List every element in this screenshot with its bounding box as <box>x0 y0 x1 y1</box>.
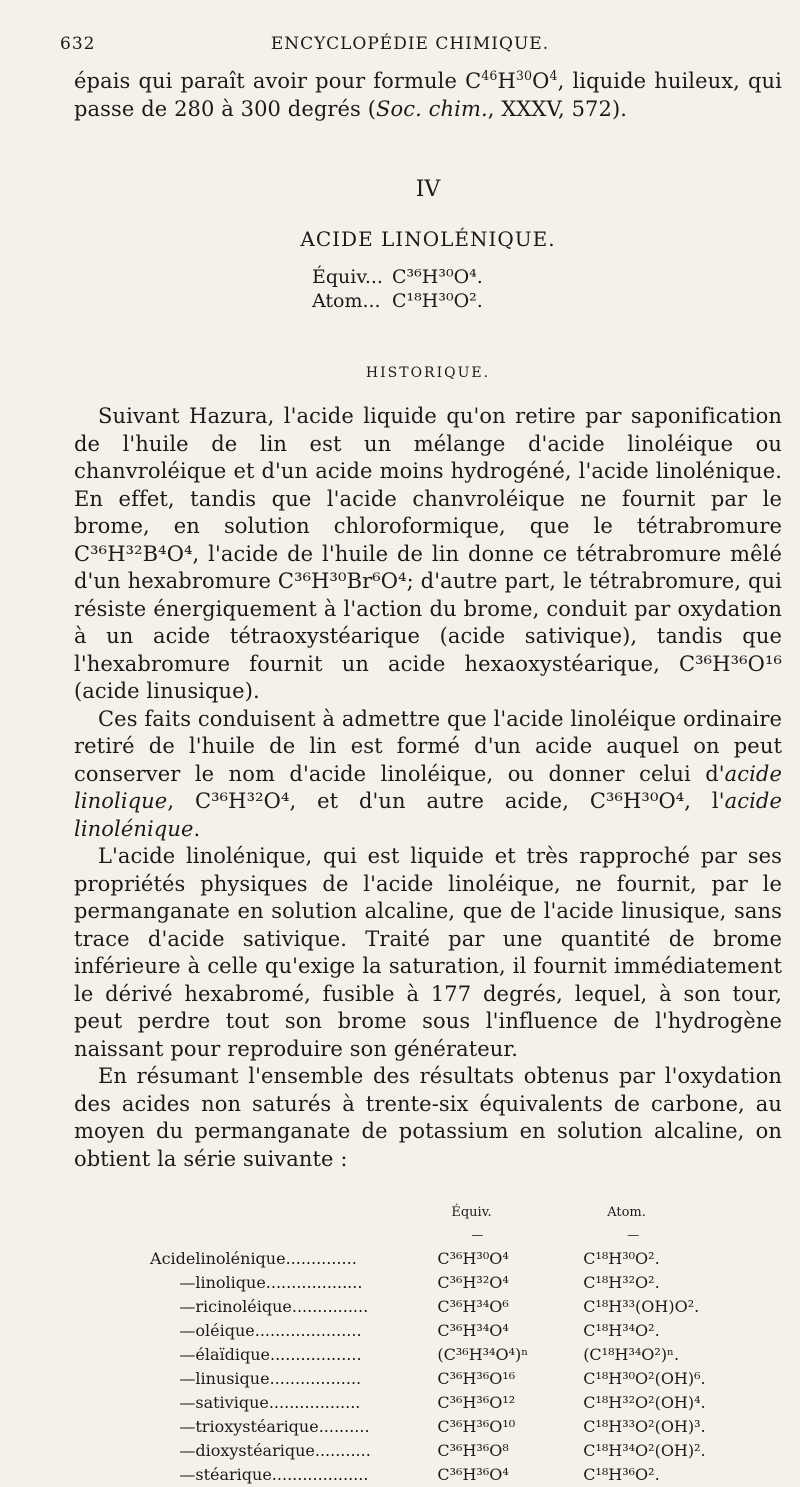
row-prefix: — <box>179 1297 196 1316</box>
column-header-equiv: Équiv. <box>451 1204 492 1220</box>
acid-name: ricinoléique............... <box>195 1297 369 1316</box>
acid-name: dioxystéarique........... <box>195 1441 371 1460</box>
table-row <box>130 1295 782 1319</box>
table-row <box>130 1247 782 1271</box>
paragraph-linolenic: L'acide linolénique, qui est liquide et très rapproché par ses propriétés physiques de l'acide linoléique, ne fournit, par le permanganate en solution alcaline, que de l'acide linusique, sans trace d'acide sativique. Traité par une quantité de brome inférieure à celle qu'exige la saturation, il fournit immédiatement le dérivé hexabromé, fusible à 177 degrés, lequel, à son tour, peut perdre tout son brome sous l'influence de l'hydrogène naissant pour reproduire son générateur. <box>74 844 782 1061</box>
table-row <box>130 1463 782 1487</box>
equiv-formula-cell: C³⁶H³⁶O⁸ <box>437 1441 509 1460</box>
atom-formula: C¹⁸H³⁰O². <box>392 290 483 312</box>
section-title: ACIDE LINOLÉNIQUE. <box>300 227 556 251</box>
reference-italic: Soc. chim. <box>376 96 488 121</box>
section-number: IV <box>415 177 441 202</box>
atom-formula-cell: C¹⁸H³²O²(OH)⁴. <box>583 1393 706 1412</box>
table-row <box>130 1391 782 1415</box>
table-header-dash-row: — — <box>471 1228 640 1242</box>
acid-name: linolique................... <box>195 1273 363 1292</box>
running-title: ENCYCLOPÉDIE CHIMIQUE. <box>270 34 550 54</box>
equiv-formula-cell: C³⁶H³⁴O⁴ <box>437 1321 509 1340</box>
atom-formula-line <box>312 289 782 313</box>
acid-name: linolénique.............. <box>195 1249 357 1268</box>
column-header-atom: Atom. <box>607 1204 646 1220</box>
atom-formula-cell: C¹⁸H³⁴O²(OH)². <box>583 1441 706 1460</box>
acid-name: élaïdique.................. <box>195 1345 362 1364</box>
atom-formula-cell: C¹⁸H³²O². <box>583 1273 660 1292</box>
equiv-formula-cell: C³⁶H³⁶O⁴ <box>437 1465 509 1484</box>
row-prefix: — <box>179 1345 196 1364</box>
atom-label: Atom... <box>312 290 381 312</box>
acid-name: sativique.................. <box>195 1393 361 1412</box>
table-row <box>130 1271 782 1295</box>
equiv-formula: C³⁶H³⁰O⁴. <box>392 266 483 288</box>
historique-heading: HISTORIQUE. <box>365 365 491 381</box>
paragraph-summary: En résumant l'ensemble des résultats obtenus par l'oxydation des acides non saturés à trente-six équivalents de carbone, au moyen du permanganate de potassium en solution alcaline, on obtient la série suivante : <box>74 1064 782 1171</box>
acid-name: trioxystéarique.......... <box>195 1417 370 1436</box>
row-prefix: — <box>179 1273 196 1292</box>
equiv-formula-cell: (C³⁶H³⁴O⁴)ⁿ <box>437 1345 529 1364</box>
equiv-formula-cell: C³⁶H³⁴O⁶ <box>437 1297 509 1316</box>
equiv-formula-cell: C³⁶H³⁶O¹⁰ <box>437 1417 516 1436</box>
atom-formula-cell: C¹⁸H³⁰O²(OH)⁶. <box>583 1369 706 1388</box>
equiv-formula-cell: C³⁶H³²O⁴ <box>437 1273 509 1292</box>
atom-formula-cell: (C¹⁸H³⁴O²)ⁿ. <box>583 1345 680 1364</box>
page-number: 632 <box>60 34 96 54</box>
equiv-label: Équiv... <box>312 266 383 288</box>
equiv-formula-cell: C³⁶H³⁶O¹² <box>437 1393 516 1412</box>
row-prefix: — <box>179 1321 196 1340</box>
atom-formula-cell: C¹⁸H³³(OH)O². <box>583 1297 700 1316</box>
acid-series-table <box>130 1201 782 1487</box>
table-row <box>130 1319 782 1343</box>
page-body <box>74 68 782 1487</box>
row-prefix: — <box>179 1417 196 1436</box>
atom-formula-cell: C¹⁸H³⁴O². <box>583 1321 660 1340</box>
row-prefix: Acide <box>150 1249 196 1268</box>
table-row <box>130 1415 782 1439</box>
intro-paragraph: épais qui paraît avoir pour formule $C^{46}H^{30}O^4$, liquide huileux, qui passe de 280 à 300 degrés (Soc. chim., XXXV, 572). <box>74 68 782 121</box>
acid-name: oléique..................... <box>195 1321 362 1340</box>
atom-formula-cell: C¹⁸H³⁶O². <box>583 1465 660 1484</box>
equiv-formula-cell: C³⁶H³⁰O⁴ <box>437 1249 509 1268</box>
row-prefix: — <box>179 1369 196 1388</box>
equiv-formula-cell: C³⁶H³⁶O¹⁶ <box>437 1369 516 1388</box>
paragraph-hazura: Suivant Hazura, l'acide liquide qu'on retire par saponification de l'huile de lin est un mélange d'acide linoléique ou chanvroléique et d'un acide moins hydrogéné, l'acide linolénique. En effet, tandis que l'acide chanvroléique ne fournit par le brome, en solution chloroformique, que le tétrabromure C³⁶H³²B⁴O⁴, l'acide de l'huile de lin donne ce tétrabromure mêlé d'un hexabromure C³⁶H³⁰Br⁶O⁴; d'autre part, le tétrabromure, qui résiste énergiquement à l'action du brome, conduit par oxydation à un acide tétraoxystéarique (acide sativique), tandis que l'hexabromure fournit un acide hexaoxystéarique, C³⁶H³⁶O¹⁶ (acide linusique). <box>74 404 782 703</box>
atom-formula-cell: C¹⁸H³⁰O². <box>583 1249 660 1268</box>
formula-block <box>312 265 782 313</box>
row-prefix: — <box>179 1441 196 1460</box>
acid-name: stéarique................... <box>195 1465 369 1484</box>
table-row <box>130 1439 782 1463</box>
equiv-formula-line <box>312 265 782 289</box>
table-row <box>130 1367 782 1391</box>
table-header-row <box>130 1201 782 1223</box>
page-header <box>60 34 760 60</box>
atom-formula-cell: C¹⁸H³³O²(OH)³. <box>583 1417 706 1436</box>
row-prefix: — <box>179 1465 196 1484</box>
acid-name: linusique.................. <box>195 1369 362 1388</box>
paragraph-conclusion: Ces faits conduisent à admettre que l'acide linoléique ordinaire retiré de l'huile de lin est formé d'un acide auquel on peut conserver le nom d'acide linoléique, ou donner celui d'acide linolique, C³⁶H³²O⁴, et d'un autre acide, C³⁶H³⁰O⁴, l'acide linolénique. <box>74 706 782 841</box>
row-prefix: — <box>179 1393 196 1412</box>
table-row <box>130 1343 782 1367</box>
